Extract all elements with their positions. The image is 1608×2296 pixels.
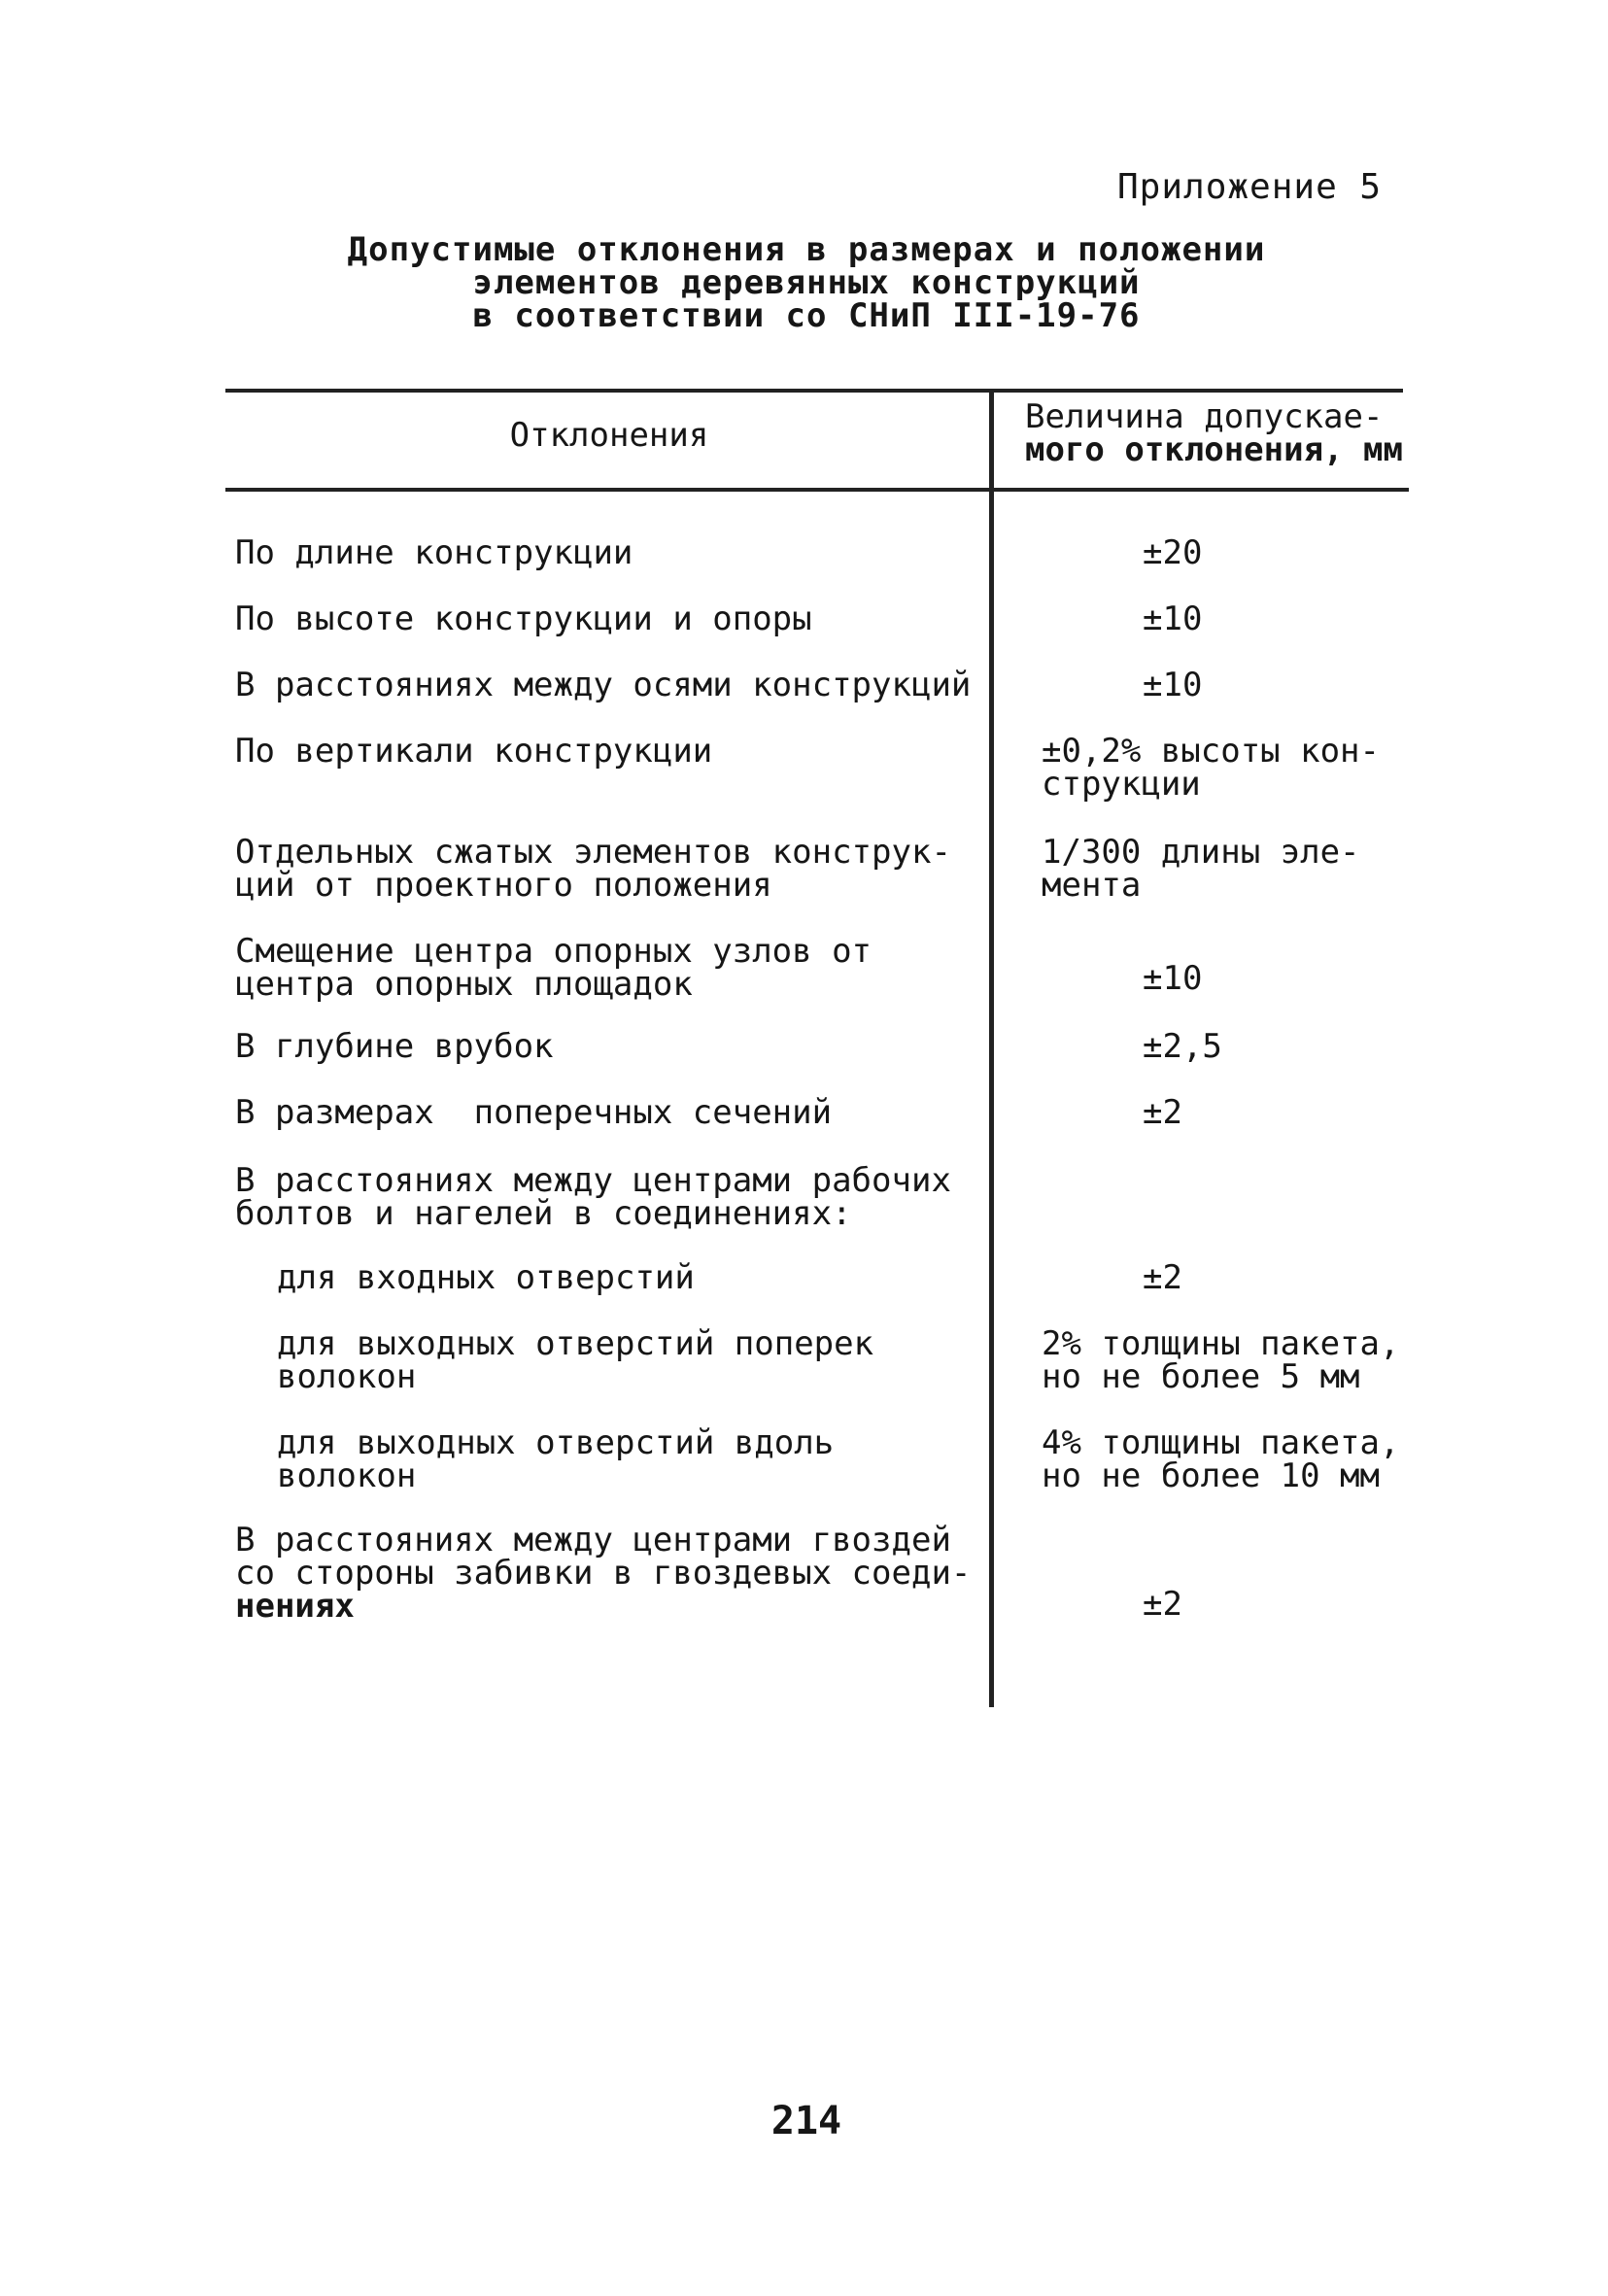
table-row-value: ±10 xyxy=(1143,959,1203,998)
table-row-label: В размерах поперечных сечений xyxy=(235,1093,833,1132)
header-deviations: Отклонения xyxy=(509,416,709,455)
table-row-label: В расстояниях между осями конструкций xyxy=(235,666,972,704)
table-row-value: струкции xyxy=(1042,765,1201,804)
header-tolerance-line-1: Величина допускае- xyxy=(1025,397,1384,436)
table-row-value: ±2,5 xyxy=(1143,1027,1222,1066)
table-row-label: По вертикали конструкции xyxy=(235,732,713,771)
table-row-value: ±10 xyxy=(1143,666,1203,704)
table-row-label: болтов и нагелей в соединениях: xyxy=(235,1194,852,1233)
table-row-value: но не более 5 мм xyxy=(1042,1357,1360,1396)
page-number: 214 xyxy=(770,2099,842,2143)
table-row-label: центра опорных площадок xyxy=(235,965,693,1004)
table-top-rule xyxy=(225,389,1403,393)
table-row-value: ±0,2% высоты кон- xyxy=(1042,732,1380,771)
table-row-label: Отдельных сжатых элементов конструк- xyxy=(235,833,951,872)
table-row-value: мента xyxy=(1042,866,1142,905)
table-row-label: Смещение центра опорных узлов от xyxy=(235,932,872,971)
title-line-3: в соответствии со СНиП III-19-76 xyxy=(472,296,1141,335)
table-row-value: ±2 xyxy=(1143,1258,1182,1297)
table-row-label: со стороны забивки в гвоздевых соеди- xyxy=(235,1554,972,1593)
table-row-value: 1/300 длины эле- xyxy=(1042,833,1360,872)
table-row-value: ±2 xyxy=(1143,1585,1182,1624)
table-row-value: 2% толщины пакета, xyxy=(1042,1324,1400,1363)
table-column-divider xyxy=(989,391,994,1707)
title-line-2: элементов деревянных конструкций xyxy=(472,263,1141,302)
table-row-value: ±10 xyxy=(1143,600,1203,638)
table-row-label: По длине конструкции xyxy=(235,533,633,572)
table-row-label: По высоте конструкции и опоры xyxy=(235,600,812,638)
table-row-label: В глубине врубок xyxy=(235,1027,554,1066)
table-row-label: для выходных отверстий поперек xyxy=(277,1324,874,1363)
table-row-label: для выходных отверстий вдоль xyxy=(277,1423,835,1462)
title-line-1: Допустимые отклонения в размерах и положении xyxy=(347,230,1266,269)
table-row-label: ций от проектного положения xyxy=(235,866,772,905)
table-row-value: ±2 xyxy=(1143,1093,1182,1132)
appendix-label: Приложение 5 xyxy=(1117,167,1383,207)
table-row-label: волокон xyxy=(277,1357,417,1396)
table-row-value: 4% толщины пакета, xyxy=(1042,1423,1400,1462)
table-row-label: волокон xyxy=(277,1456,417,1495)
table-header-rule xyxy=(225,488,1409,492)
document-title xyxy=(291,230,1321,335)
table-row-value: но не более 10 мм xyxy=(1042,1456,1380,1495)
table-row-label: В расстояниях между центрами гвоздей xyxy=(235,1521,951,1559)
table-row-value: ±20 xyxy=(1143,533,1203,572)
table-row-label: В расстояниях между центрами рабочих xyxy=(235,1161,951,1200)
header-tolerance-line-2: мого отклонения, мм xyxy=(1025,430,1403,469)
table-row-label: нениях xyxy=(235,1587,355,1626)
header-tolerance xyxy=(1025,397,1403,469)
table-row-label: для входных отверстий xyxy=(277,1258,695,1297)
